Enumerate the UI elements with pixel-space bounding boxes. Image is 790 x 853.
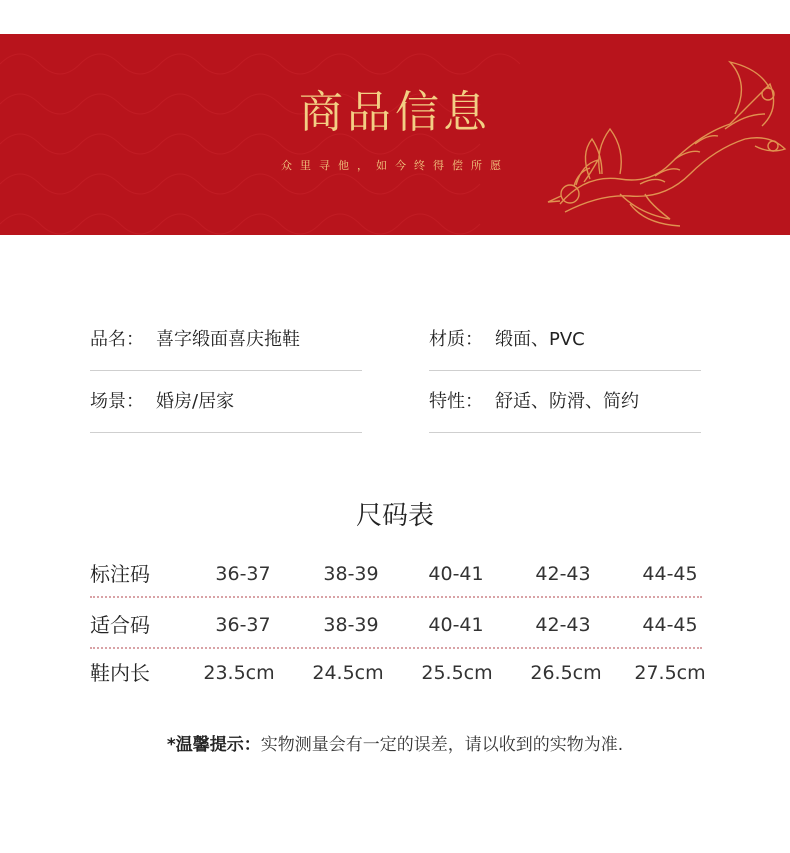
info-label: 品名： [90, 329, 144, 350]
info-value: 舒适、防滑、简约 [495, 391, 639, 412]
size-cell: 23.5cm [203, 662, 275, 684]
size-cell: 42-43 [535, 614, 591, 636]
size-cell: 38-39 [323, 563, 379, 585]
info-value: 喜字缎面喜庆拖鞋 [156, 329, 300, 350]
size-cell: 38-39 [323, 614, 379, 636]
info-item-name [90, 310, 362, 371]
dotted-divider [90, 596, 702, 598]
size-cell: 42-43 [535, 563, 591, 585]
size-row-length [90, 657, 706, 689]
dotted-divider [90, 647, 702, 649]
size-cell: 44-45 [642, 563, 698, 585]
info-item-material [429, 310, 701, 371]
size-cell: 27.5cm [634, 662, 706, 684]
note-label: *温馨提示： [166, 735, 261, 755]
info-label: 特性： [429, 391, 483, 412]
size-row-marked [90, 558, 702, 590]
size-cell: 44-45 [642, 614, 698, 636]
size-cell: 36-37 [215, 563, 271, 585]
disclaimer-note [0, 731, 790, 759]
size-cell: 40-41 [428, 563, 484, 585]
banner-subtitle: 众里寻他，如今终得偿所愿 [281, 159, 509, 172]
banner-title: 商品信息 [299, 87, 491, 138]
size-cell: 26.5cm [530, 662, 602, 684]
info-item-feature [429, 372, 701, 433]
size-cell: 40-41 [428, 614, 484, 636]
info-item-scene [90, 372, 362, 433]
info-value: 缎面、PVC [495, 329, 585, 350]
size-cell: 24.5cm [312, 662, 384, 684]
size-row-header: 标注码 [90, 562, 150, 586]
size-row-fit [90, 609, 702, 641]
info-value: 婚房/居家 [156, 391, 235, 412]
size-row-header: 适合码 [90, 613, 150, 637]
size-row-header: 鞋内长 [90, 661, 150, 685]
note-text: 实物测量会有一定的误差，请以收到的实物为准. [260, 735, 624, 755]
size-cell: 25.5cm [421, 662, 493, 684]
info-label: 材质： [429, 329, 483, 350]
size-table-title: 尺码表 [355, 501, 434, 531]
info-label: 场景： [90, 391, 144, 412]
header-banner [0, 34, 790, 235]
size-cell: 36-37 [215, 614, 271, 636]
